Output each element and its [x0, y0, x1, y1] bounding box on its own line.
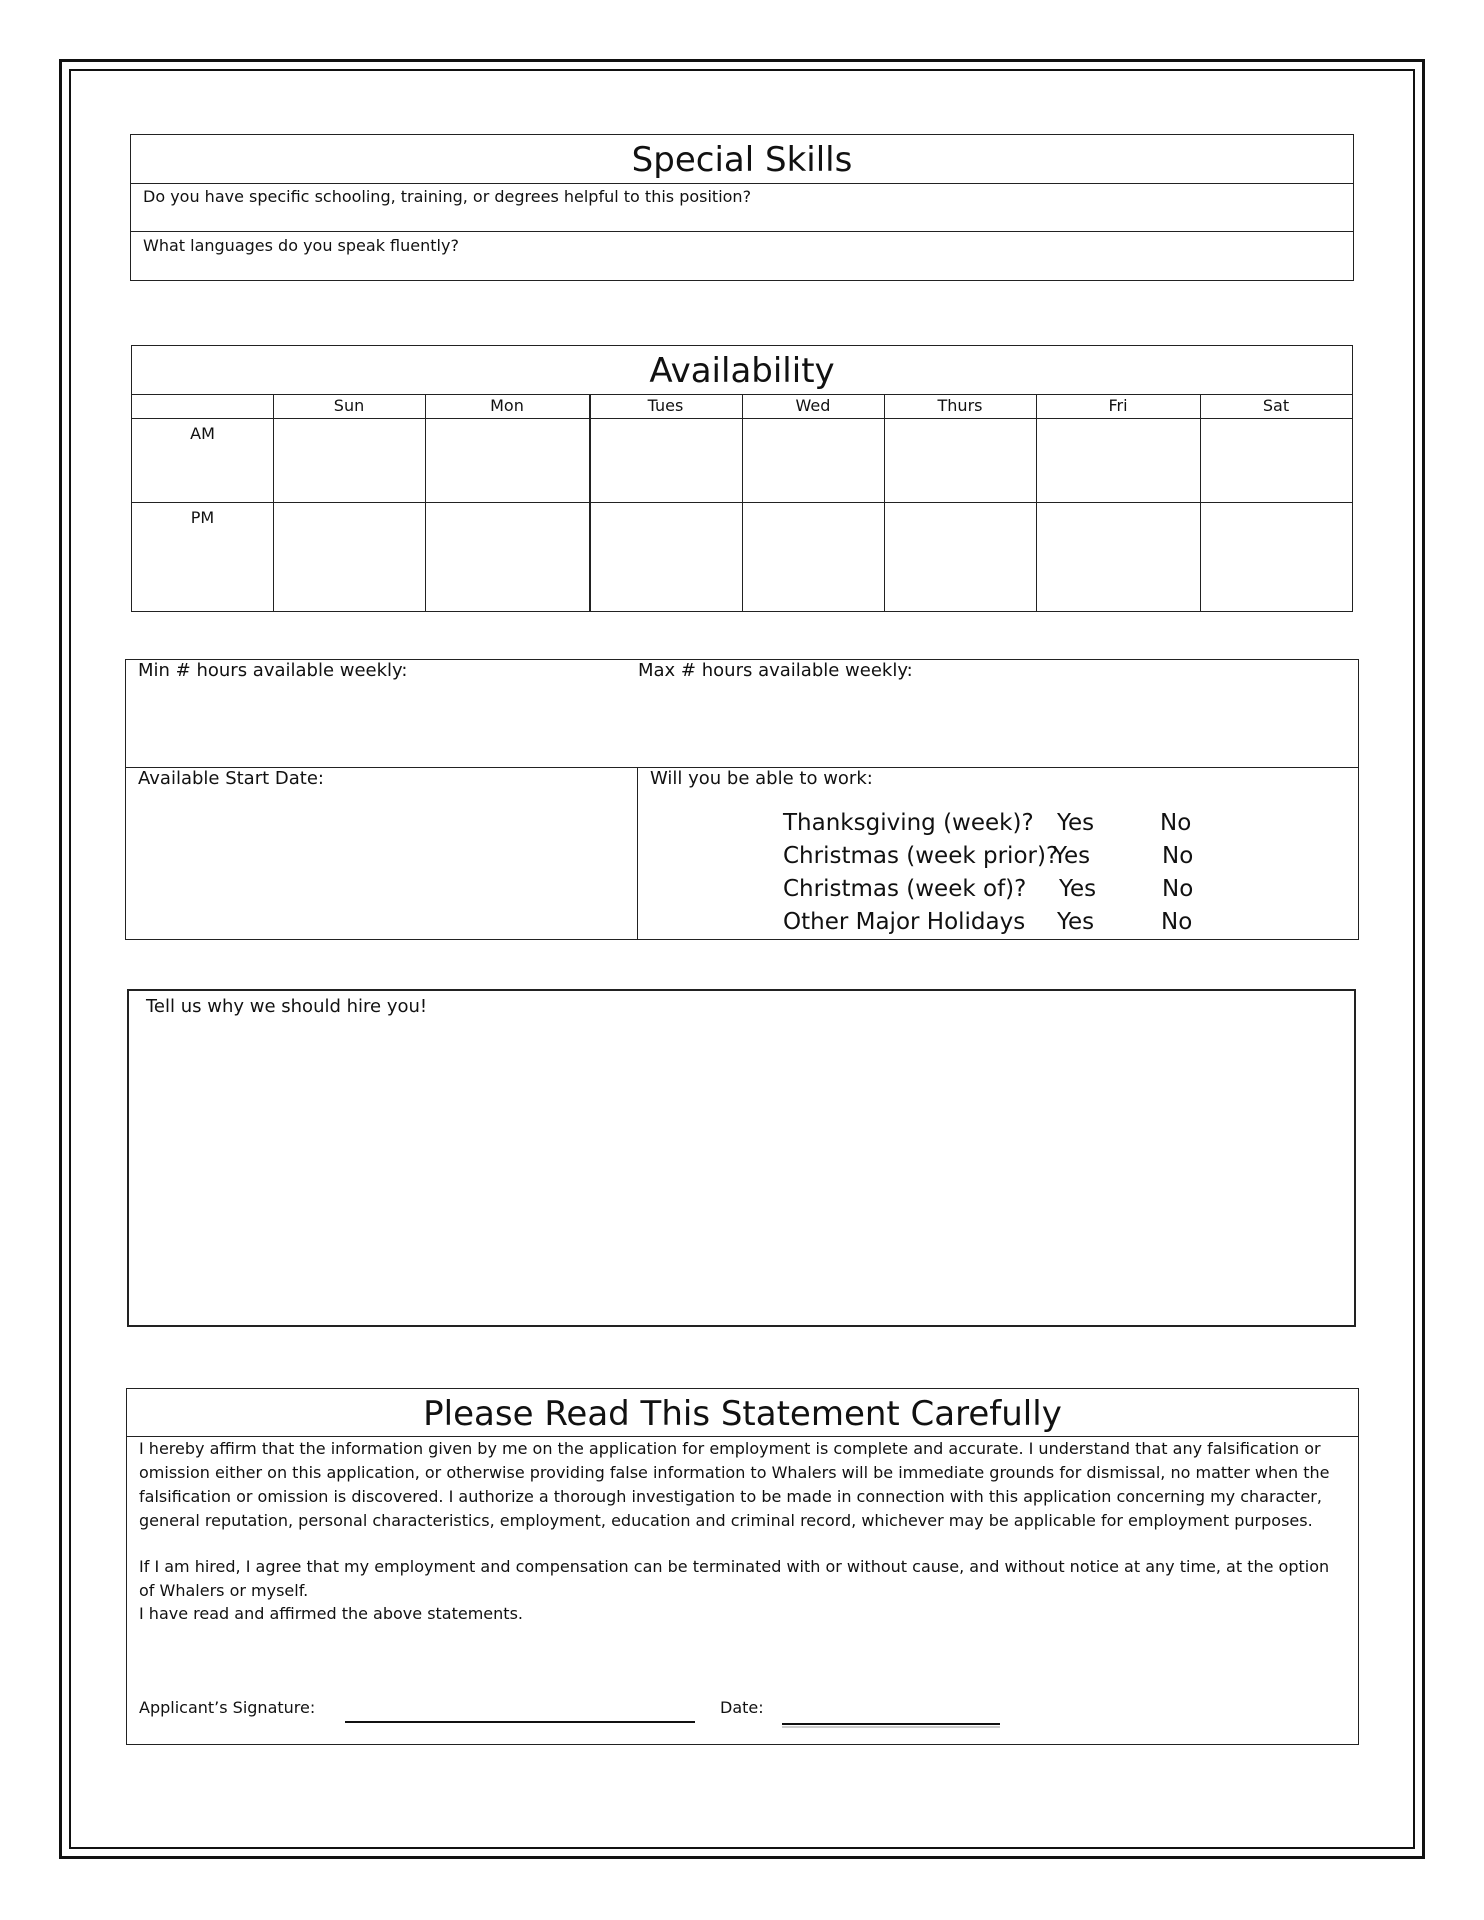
- statement-section: [126, 1388, 1359, 1745]
- hire-reason-section: [127, 989, 1356, 1327]
- start-date-field[interactable]: [126, 794, 636, 939]
- thanksgiving-no-option[interactable]: No: [1160, 810, 1192, 836]
- christmas-of-no-option[interactable]: No: [1162, 876, 1194, 902]
- schooling-answer-field[interactable]: [131, 184, 1353, 231]
- date-label: Date:: [720, 1698, 764, 1717]
- min-hours-field[interactable]: [126, 688, 626, 766]
- special-skills-title: Special Skills: [631, 140, 853, 180]
- availability-section: [131, 345, 1353, 612]
- pm-availability-row[interactable]: [274, 503, 1352, 611]
- holiday-christmas-of: Christmas (week of)?: [783, 876, 1027, 902]
- signature-label: Applicant’s Signature:: [139, 1698, 316, 1717]
- work-holidays-label: Will you be able to work:: [650, 768, 873, 789]
- date-line[interactable]: [782, 1723, 1000, 1725]
- day-header-tues: Tues: [647, 396, 684, 415]
- am-availability-row[interactable]: [274, 419, 1352, 502]
- hire-reason-field[interactable]: [129, 1025, 1354, 1325]
- statement-paragraph-termination: If I am hired, I agree that my employment and compensation can be terminated with or without cause, and without notice at any time, at the option of Whalers or myself.: [139, 1557, 1330, 1600]
- holiday-other-major: Other Major Holidays: [783, 909, 1026, 935]
- holiday-thanksgiving: Thanksgiving (week)?: [783, 810, 1034, 836]
- min-hours-label: Min # hours available weekly:: [138, 660, 408, 681]
- period-pm-label: PM: [190, 508, 215, 527]
- statement-title: Please Read This Statement Carefully: [423, 1394, 1062, 1434]
- max-hours-label: Max # hours available weekly:: [638, 660, 913, 681]
- period-am-label: AM: [190, 424, 215, 443]
- schooling-question: Do you have specific schooling, training, or degrees helpful to this position?: [143, 187, 752, 206]
- divider: [637, 767, 638, 939]
- other-holidays-yes-option[interactable]: Yes: [1057, 909, 1095, 935]
- day-header-fri: Fri: [1108, 396, 1128, 415]
- languages-answer-field[interactable]: [131, 232, 1353, 280]
- day-header-mon: Mon: [490, 396, 524, 415]
- holiday-christmas-prior: Christmas (week prior)?: [783, 843, 1059, 869]
- hire-reason-prompt: Tell us why we should hire you!: [146, 996, 428, 1017]
- availability-grid: [132, 394, 1352, 611]
- signature-line[interactable]: [345, 1721, 695, 1723]
- christmas-of-yes-option[interactable]: Yes: [1059, 876, 1097, 902]
- hours-section: [125, 659, 1359, 940]
- availability-title: Availability: [649, 351, 835, 391]
- statement-paragraph-affirm: I hereby affirm that the information given by me on the application for employment is complete and accurate. I understand that any falsification or omission either on this application, or otherwise providing false information to Whalers will be immediate grounds for dismissal, no matter when the falsification or omission is discovered. I authorize a thorough investigation to be made in connection with this application concerning my character, general reputation, personal characteristics, employment, education and criminal record, whichever may be applicable for employment purposes.: [139, 1439, 1330, 1530]
- languages-question: What languages do you speak fluently?: [143, 236, 459, 255]
- statement-paragraph-read: I have read and affirmed the above statements.: [139, 1604, 523, 1623]
- christmas-prior-no-option[interactable]: No: [1162, 843, 1194, 869]
- day-header-sun: Sun: [333, 396, 365, 415]
- other-holidays-no-option[interactable]: No: [1161, 909, 1193, 935]
- day-header-thurs: Thurs: [937, 396, 983, 415]
- special-skills-section: [130, 134, 1354, 281]
- start-date-label: Available Start Date:: [138, 768, 324, 789]
- day-header-sat: Sat: [1262, 396, 1290, 415]
- thanksgiving-yes-option[interactable]: Yes: [1057, 810, 1095, 836]
- christmas-prior-yes-option[interactable]: Yes: [1053, 843, 1091, 869]
- day-header-wed: Wed: [795, 396, 831, 415]
- max-hours-field[interactable]: [626, 688, 1358, 766]
